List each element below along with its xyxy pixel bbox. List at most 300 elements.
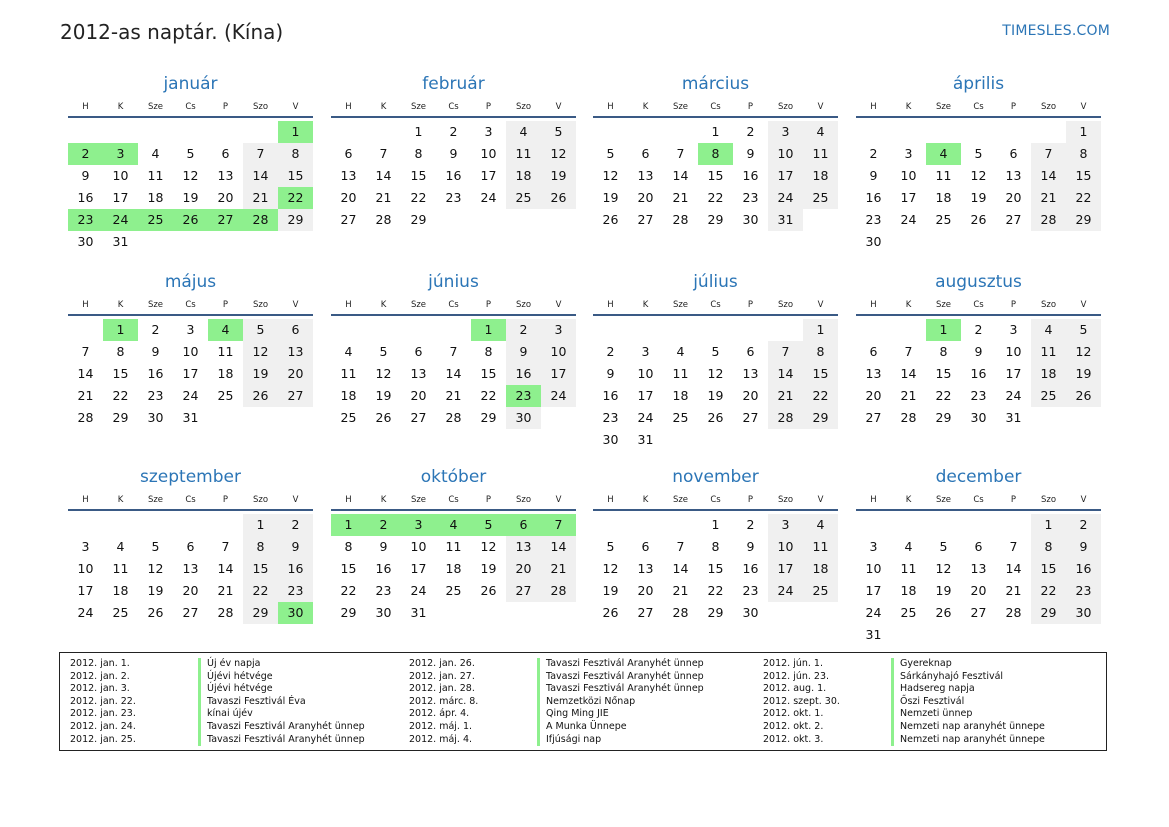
day-cell: 25 [900, 605, 917, 620]
day-cell: 17 [865, 583, 882, 598]
weekday-label: Szo [515, 300, 532, 310]
day-cell: 7 [676, 146, 685, 161]
empty-cell [103, 121, 138, 143]
month-november [593, 465, 838, 624]
day-cell: 26 [173, 209, 208, 231]
day-cell: 25 [138, 209, 173, 231]
day-cell: 16 [970, 366, 987, 381]
day-cell: 9 [974, 344, 983, 359]
day-cell: 12 [707, 366, 724, 381]
day-cell: 29 [707, 605, 724, 620]
weekday-label: Cs [448, 300, 459, 310]
day-cell: 28 [77, 410, 94, 425]
day-cell: 3 [768, 514, 803, 536]
day-cell: 7 [1009, 539, 1018, 554]
weekday-label: V [1080, 102, 1087, 112]
empty-cell [138, 121, 173, 143]
weekday-label: H [607, 495, 614, 505]
day-cell: 19 [375, 388, 392, 403]
weekday-label: H [82, 300, 89, 310]
holiday-date: 2012. jún. 23. [763, 670, 830, 682]
day-cell: 18 [217, 366, 234, 381]
day-cell: 18 [803, 558, 838, 580]
day-grid [856, 511, 1101, 646]
weekday-label: H [870, 495, 877, 505]
day-cell: 26 [602, 212, 619, 227]
day-cell: 28 [243, 209, 278, 231]
day-cell: 16 [278, 558, 313, 580]
holiday-name: Gyereknap [891, 658, 952, 671]
weekday-label: Szo [252, 102, 269, 112]
day-cell: 12 [182, 168, 199, 183]
day-cell: 8 [243, 536, 278, 558]
day-cell: 22 [278, 187, 313, 209]
day-cell: 1 [414, 124, 423, 139]
day-cell: 30 [865, 234, 882, 249]
holiday-name: Tavaszi Fesztivál Aranyhét ünnep [537, 671, 704, 684]
empty-cell [856, 514, 891, 536]
day-cell: 21 [672, 583, 689, 598]
day-cell: 17 [637, 388, 654, 403]
day-cell: 10 [410, 539, 427, 554]
month-name: május [164, 272, 217, 292]
empty-cell [856, 319, 891, 341]
empty-cell [733, 319, 768, 341]
day-cell: 10 [77, 561, 94, 576]
weekday-label: P [222, 102, 229, 112]
day-cell: 30 [742, 605, 759, 620]
holiday-row [409, 696, 704, 709]
day-cell: 27 [182, 605, 199, 620]
holiday-name: Tavaszi Fesztivál Aranyhét ünnep [537, 683, 704, 696]
day-cell: 31 [768, 209, 803, 231]
day-cell: 20 [340, 190, 357, 205]
weekday-label: V [555, 495, 562, 505]
holiday-row [70, 671, 365, 684]
day-cell: 13 [742, 366, 759, 381]
weekday-label: K [117, 495, 124, 505]
weekday-label: Cs [710, 102, 721, 112]
day-cell: 3 [641, 344, 650, 359]
day-cell: 9 [746, 146, 755, 161]
empty-cell [663, 319, 698, 341]
day-cell: 8 [1031, 536, 1066, 558]
day-cell: 27 [410, 410, 427, 425]
day-cell: 9 [506, 341, 541, 363]
day-cell: 15 [278, 165, 313, 187]
day-cell: 13 [340, 168, 357, 183]
day-cell: 27 [1005, 212, 1022, 227]
weekday-header [593, 98, 838, 116]
empty-cell [243, 121, 278, 143]
day-cell: 5 [151, 539, 160, 554]
day-grid [331, 316, 576, 429]
empty-cell [961, 121, 996, 143]
day-cell: 9 [151, 344, 160, 359]
day-cell: 21 [768, 385, 803, 407]
holiday-date: 2012. jan. 2. [70, 670, 130, 682]
day-cell: 24 [768, 187, 803, 209]
day-cell: 22 [803, 385, 838, 407]
weekday-label: H [607, 300, 614, 310]
day-cell: 4 [436, 514, 471, 536]
day-cell: 17 [182, 366, 199, 381]
weekday-label: K [380, 495, 387, 505]
day-cell: 8 [1066, 143, 1101, 165]
day-cell: 29 [340, 605, 357, 620]
day-cell: 26 [147, 605, 164, 620]
day-cell: 13 [970, 561, 987, 576]
day-cell: 8 [711, 539, 720, 554]
day-cell: 9 [1066, 536, 1101, 558]
day-cell: 28 [768, 407, 803, 429]
day-cell: 31 [637, 432, 654, 447]
holiday-row [763, 708, 1045, 721]
day-cell: 22 [112, 388, 129, 403]
day-cell: 19 [480, 561, 497, 576]
day-cell: 14 [1031, 165, 1066, 187]
weekday-label: Cs [448, 495, 459, 505]
day-cell: 4 [803, 121, 838, 143]
day-cell: 30 [602, 432, 619, 447]
day-cell: 8 [344, 539, 353, 554]
empty-cell [926, 121, 961, 143]
weekday-label: Cs [973, 102, 984, 112]
day-cell: 25 [506, 187, 541, 209]
day-cell: 29 [1031, 602, 1066, 624]
day-cell: 18 [935, 190, 952, 205]
day-cell: 31 [865, 627, 882, 642]
holiday-date: 2012. jan. 26. [409, 658, 475, 669]
day-cell: 25 [340, 410, 357, 425]
day-cell: 22 [707, 583, 724, 598]
weekday-label: V [292, 102, 299, 112]
day-cell: 1 [1031, 514, 1066, 536]
day-grid [856, 118, 1101, 253]
holiday-row [70, 683, 365, 696]
day-cell: 10 [865, 561, 882, 576]
day-cell: 1 [711, 124, 720, 139]
weekday-label: K [642, 495, 649, 505]
day-cell: 26 [243, 385, 278, 407]
day-cell: 4 [344, 344, 353, 359]
day-cell: 23 [865, 212, 882, 227]
weekday-label: Szo [1040, 102, 1057, 112]
weekday-label: V [292, 300, 299, 310]
empty-cell [331, 319, 366, 341]
day-cell: 7 [904, 344, 913, 359]
day-cell: 15 [1066, 165, 1101, 187]
day-cell: 6 [221, 146, 230, 161]
weekday-label: V [555, 102, 562, 112]
day-cell: 2 [68, 143, 103, 165]
holiday-date: 2012. jan. 25. [70, 733, 136, 745]
day-cell: 26 [480, 583, 497, 598]
day-cell: 28 [541, 580, 576, 602]
day-cell: 3 [103, 143, 138, 165]
day-cell: 2 [1066, 514, 1101, 536]
day-cell: 16 [742, 168, 759, 183]
day-cell: 19 [935, 583, 952, 598]
day-cell: 9 [379, 539, 388, 554]
weekday-label: K [380, 102, 387, 112]
month-február [331, 72, 576, 231]
weekday-label: Sze [672, 300, 689, 310]
day-cell: 5 [606, 146, 615, 161]
day-cell: 23 [278, 580, 313, 602]
day-cell: 18 [445, 561, 462, 576]
day-cell: 19 [147, 583, 164, 598]
day-cell: 1 [331, 514, 366, 536]
day-cell: 28 [1031, 209, 1066, 231]
day-cell: 5 [974, 146, 983, 161]
day-cell: 19 [602, 583, 619, 598]
weekday-label: H [345, 495, 352, 505]
weekday-label: K [905, 495, 912, 505]
day-cell: 15 [112, 366, 129, 381]
month-name: augusztus [935, 272, 1022, 292]
day-cell: 5 [711, 344, 720, 359]
day-cell: 16 [865, 190, 882, 205]
weekday-label: P [1010, 495, 1017, 505]
day-cell: 7 [1031, 143, 1066, 165]
holiday-row [70, 708, 365, 721]
month-name: június [428, 272, 479, 292]
weekday-label: P [485, 300, 492, 310]
empty-cell [593, 514, 628, 536]
day-cell: 13 [278, 341, 313, 363]
day-cell: 13 [182, 561, 199, 576]
holiday-name: Nemzeti ünnep [891, 708, 972, 721]
month-name: november [672, 467, 759, 487]
day-cell: 23 [742, 583, 759, 598]
day-cell: 12 [1066, 341, 1101, 363]
day-cell: 10 [541, 341, 576, 363]
day-cell: 18 [672, 388, 689, 403]
weekday-label: Cs [448, 102, 459, 112]
empty-cell [138, 514, 173, 536]
day-cell: 29 [707, 212, 724, 227]
weekday-header [331, 491, 576, 509]
day-cell: 15 [935, 366, 952, 381]
day-cell: 11 [900, 561, 917, 576]
month-augusztus [856, 270, 1101, 429]
empty-cell [698, 319, 733, 341]
day-cell: 24 [103, 209, 138, 231]
day-grid [331, 511, 576, 624]
empty-cell [663, 514, 698, 536]
empty-cell [68, 319, 103, 341]
holiday-date: 2012. jan. 24. [70, 720, 136, 732]
empty-cell [1031, 121, 1066, 143]
day-cell: 6 [278, 319, 313, 341]
weekday-label: P [747, 102, 754, 112]
empty-cell [208, 121, 243, 143]
day-cell: 5 [606, 539, 615, 554]
day-cell: 14 [217, 561, 234, 576]
month-december [856, 465, 1101, 646]
empty-cell [103, 514, 138, 536]
empty-cell [68, 121, 103, 143]
day-cell: 25 [1031, 385, 1066, 407]
day-cell: 15 [243, 558, 278, 580]
weekday-label: H [870, 300, 877, 310]
day-cell: 24 [637, 410, 654, 425]
weekday-label: V [1080, 495, 1087, 505]
day-cell: 12 [243, 341, 278, 363]
holiday-date: 2012. jan. 3. [70, 683, 130, 695]
weekday-label: Cs [973, 495, 984, 505]
weekday-label: P [222, 495, 229, 505]
day-cell: 25 [112, 605, 129, 620]
day-cell: 13 [1005, 168, 1022, 183]
day-cell: 3 [1009, 322, 1018, 337]
day-cell: 4 [1031, 319, 1066, 341]
weekday-label: Sze [935, 102, 952, 112]
month-június [331, 270, 576, 429]
day-cell: 30 [77, 234, 94, 249]
day-grid [331, 118, 576, 231]
day-cell: 25 [445, 583, 462, 598]
day-cell: 26 [935, 605, 952, 620]
day-cell: 28 [1005, 605, 1022, 620]
holiday-name: Tavaszi Fesztivál Aranyhét ünnep [537, 658, 704, 671]
holiday-name: Hadsereg napja [891, 683, 975, 696]
month-május [68, 270, 313, 429]
weekday-label: P [1010, 300, 1017, 310]
day-cell: 20 [637, 190, 654, 205]
weekday-label: V [817, 300, 824, 310]
day-cell: 25 [217, 388, 234, 403]
day-cell: 20 [970, 583, 987, 598]
empty-cell [401, 319, 436, 341]
day-cell: 14 [375, 168, 392, 183]
day-cell: 26 [1066, 385, 1101, 407]
day-cell: 29 [480, 410, 497, 425]
day-cell: 23 [375, 583, 392, 598]
day-cell: 29 [1066, 209, 1101, 231]
day-cell: 18 [147, 190, 164, 205]
day-grid [593, 511, 838, 624]
day-grid [593, 118, 838, 231]
empty-cell [436, 319, 471, 341]
day-cell: 4 [208, 319, 243, 341]
day-cell: 10 [182, 344, 199, 359]
empty-cell [891, 121, 926, 143]
day-cell: 2 [449, 124, 458, 139]
day-cell: 13 [217, 168, 234, 183]
day-cell: 23 [147, 388, 164, 403]
day-cell: 17 [77, 583, 94, 598]
month-szeptember [68, 465, 313, 624]
day-cell: 20 [278, 363, 313, 385]
holiday-column [70, 658, 365, 746]
day-cell: 2 [606, 344, 615, 359]
weekday-label: K [642, 300, 649, 310]
site-link[interactable]: TIMESLES.COM [1002, 23, 1110, 39]
holiday-name: Qing Ming JIE [537, 708, 609, 721]
empty-cell [208, 514, 243, 536]
day-cell: 10 [1005, 344, 1022, 359]
day-cell: 12 [935, 561, 952, 576]
empty-cell [891, 319, 926, 341]
weekday-label: Cs [973, 300, 984, 310]
day-cell: 25 [803, 580, 838, 602]
day-cell: 30 [147, 410, 164, 425]
day-cell: 16 [375, 561, 392, 576]
empty-cell [996, 514, 1031, 536]
weekday-label: V [817, 495, 824, 505]
day-cell: 6 [974, 539, 983, 554]
weekday-label: Szo [1040, 495, 1057, 505]
day-cell: 26 [375, 410, 392, 425]
month-október [331, 465, 576, 624]
day-cell: 8 [278, 143, 313, 165]
day-cell: 26 [970, 212, 987, 227]
weekday-label: Sze [410, 495, 427, 505]
empty-cell [173, 514, 208, 536]
weekday-label: Cs [185, 102, 196, 112]
day-cell: 15 [707, 168, 724, 183]
weekday-label: Szo [515, 495, 532, 505]
day-cell: 25 [803, 187, 838, 209]
day-cell: 17 [410, 561, 427, 576]
day-cell: 2 [151, 322, 160, 337]
day-cell: 5 [471, 514, 506, 536]
day-cell: 11 [147, 168, 164, 183]
day-cell: 18 [112, 583, 129, 598]
empty-cell [926, 514, 961, 536]
day-cell: 16 [506, 363, 541, 385]
empty-cell [628, 121, 663, 143]
empty-cell [173, 121, 208, 143]
day-cell: 12 [480, 539, 497, 554]
day-cell: 9 [606, 366, 615, 381]
day-cell: 24 [865, 605, 882, 620]
day-cell: 5 [379, 344, 388, 359]
day-cell: 19 [1066, 363, 1101, 385]
day-cell: 31 [112, 234, 129, 249]
day-cell: 10 [480, 146, 497, 161]
day-cell: 21 [77, 388, 94, 403]
weekday-label: Cs [710, 495, 721, 505]
day-cell: 2 [974, 322, 983, 337]
day-cell: 15 [480, 366, 497, 381]
empty-cell [628, 514, 663, 536]
weekday-label: Sze [147, 300, 164, 310]
day-cell: 23 [970, 388, 987, 403]
day-cell: 12 [602, 168, 619, 183]
weekday-label: V [555, 300, 562, 310]
day-cell: 21 [672, 190, 689, 205]
day-cell: 23 [68, 209, 103, 231]
day-cell: 31 [1005, 410, 1022, 425]
day-cell: 28 [445, 410, 462, 425]
empty-cell [663, 121, 698, 143]
holiday-name: Új év napja [198, 658, 260, 671]
day-cell: 2 [746, 124, 755, 139]
day-cell: 22 [410, 190, 427, 205]
day-cell: 3 [768, 121, 803, 143]
holiday-date: 2012. jan. 1. [70, 658, 130, 669]
day-cell: 20 [637, 583, 654, 598]
weekday-label: K [117, 300, 124, 310]
day-cell: 2 [746, 517, 755, 532]
day-cell: 3 [484, 124, 493, 139]
day-grid [68, 511, 313, 624]
weekday-label: Szo [515, 102, 532, 112]
day-cell: 22 [340, 583, 357, 598]
